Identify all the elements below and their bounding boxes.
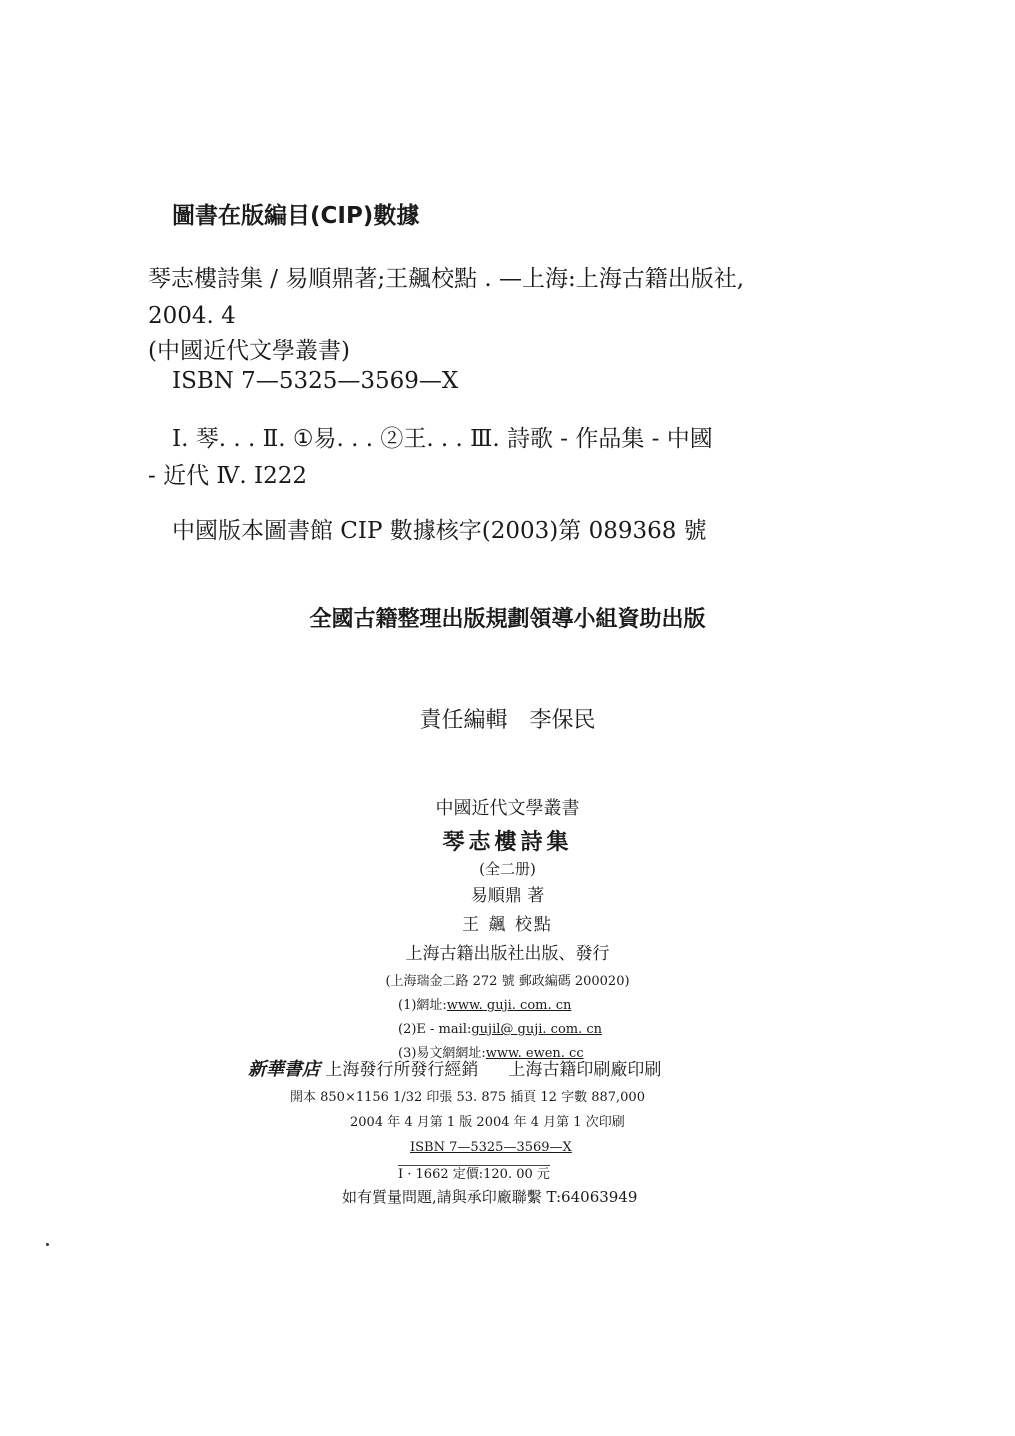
email-prefix: (2)E - mail:: [398, 1022, 472, 1037]
imprint-title: 琴志樓詩集: [442, 830, 573, 855]
imprint-series: 中國近代文學叢書: [435, 798, 580, 819]
imprint-address: (上海瑞金二路 272 號 郵政編碼 200020): [385, 974, 630, 989]
imprint-author: 易順鼎 著: [470, 886, 545, 906]
imprint-format: 開本 850×1156 1/32 印張 53. 875 插頁 12 字數 887,000: [290, 1090, 645, 1105]
imprint-email: [398, 1023, 602, 1036]
ewen-link[interactable]: www. ewen. cc: [485, 1046, 584, 1061]
imprint-quality-note: 如有質量問題,請與承印廠聯繫 T:64063949: [342, 1188, 638, 1206]
editor-name: 李保民: [529, 708, 596, 733]
cip-line-classification: - 近代 Ⅳ. I222: [148, 463, 307, 489]
imprint-publisher: 上海古籍出版社出版、發行: [405, 944, 610, 964]
scan-speck: [46, 1243, 49, 1246]
cip-line-record-number: 中國版本圖書館 CIP 數據核字(2003)第 089368 號: [172, 518, 707, 544]
email-link[interactable]: gujil@ guji. com. cn: [471, 1022, 603, 1037]
ewen-prefix: (3)易文網網址:: [398, 1046, 486, 1061]
cip-line-subjects: Ⅰ. 琴. . . Ⅱ. ①易. . . ②王. . . Ⅲ. 詩歌 - 作品集 - 中國: [172, 426, 713, 452]
imprint-website: [398, 999, 571, 1012]
xinhua-bookstore-logo: 新華書店: [248, 1059, 320, 1080]
website-link[interactable]: www. guji. com. cn: [446, 998, 572, 1013]
cip-line-isbn: ISBN 7—5325—3569—X: [172, 368, 459, 394]
imprint-ewen: [398, 1047, 584, 1060]
website-prefix: (1)網址:: [398, 998, 447, 1013]
editor-label: 責任編輯: [419, 708, 508, 733]
imprint-edition: 2004 年 4 月第 1 版 2004 年 4 月第 1 次印刷: [350, 1115, 625, 1130]
printer: 上海古籍印刷廠印刷: [508, 1060, 662, 1080]
cip-heading: 圖書在版編目(CIP)數據: [172, 203, 420, 229]
distributor: 上海發行所發行經銷: [325, 1060, 479, 1080]
imprint-volumes: (全二册): [479, 860, 536, 878]
sponsor-note: 全國古籍整理出版規劃領導小組資助出版: [309, 607, 706, 632]
responsible-editor: [0, 710, 1015, 732]
cip-line-title: 琴志樓詩集 / 易順鼎著;王飆校點 . —上海:上海古籍出版社,: [148, 266, 745, 292]
imprint-distribution: [248, 1061, 661, 1079]
imprint-isbn: ISBN 7—5325—3569—X: [410, 1140, 572, 1155]
imprint-collator: 王 飆 校點: [462, 915, 553, 935]
cip-line-series: (中國近代文學叢書): [148, 338, 350, 364]
cip-line-date: 2004. 4: [148, 303, 236, 329]
imprint-price: I · 1662 定價:120. 00 元: [398, 1167, 550, 1182]
